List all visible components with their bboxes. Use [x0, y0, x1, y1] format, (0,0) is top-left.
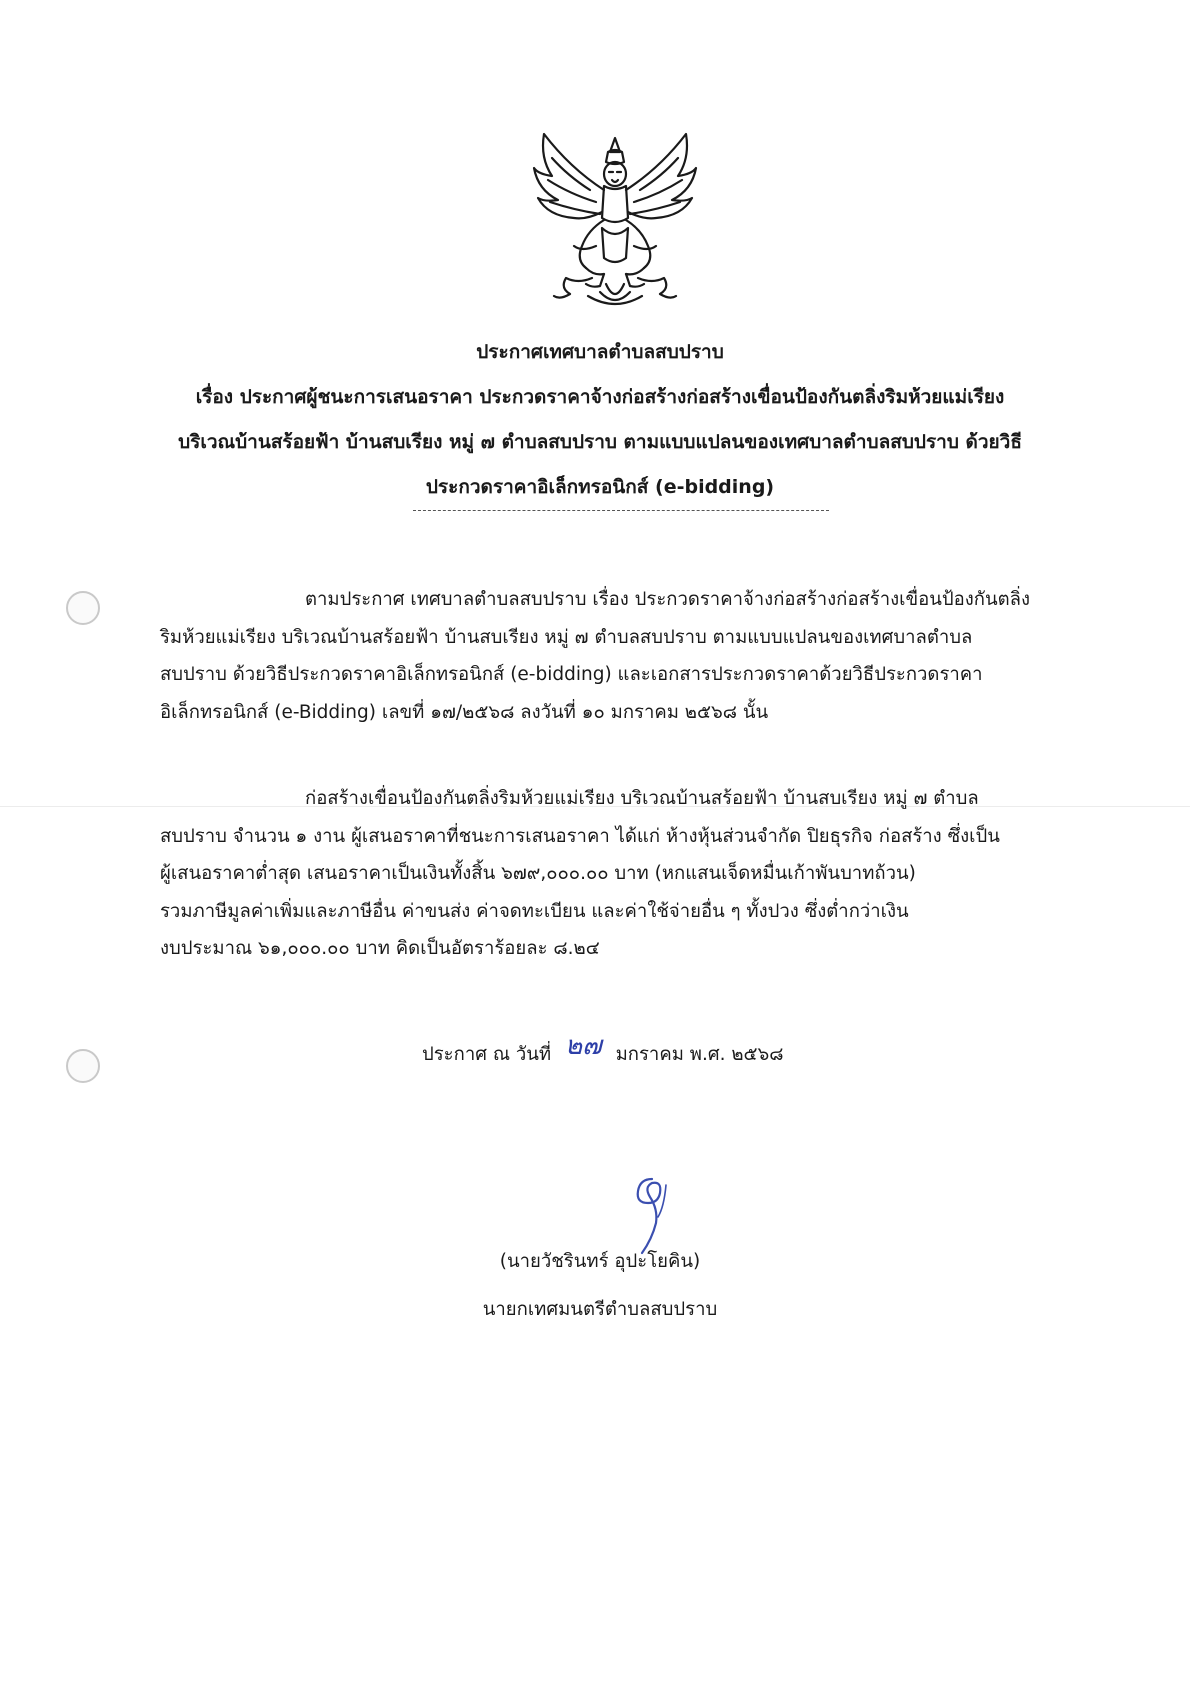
paragraph-line: สบปราบ ด้วยวิธีประกวดราคาอิเล็กทรอนิกส์ (e-bidding) และเอกสารประกวดราคาด้วยวิธีประกวดราคา — [160, 664, 983, 685]
subject-line: ประกวดราคาอิเล็กทรอนิกส์ (e-bidding) — [425, 476, 775, 498]
announcement-header — [130, 330, 1070, 510]
body-paragraph-winner — [160, 780, 1078, 968]
paragraph-line: รวมภาษีมูลค่าเพิ่มและภาษีอื่น ค่าขนส่ง ค่าจดทะเบียน และค่าใช้จ่ายอื่น ๆ ทั้งปวง ซึ่งต่ำกว่าเงิน — [160, 900, 909, 922]
paragraph-line: สบปราบ จำนวน ๑ งาน ผู้เสนอราคาที่ชนะการเสนอราคา ได้แก่ ห้างหุ้นส่วนจำกัด ปิยธุรกิจ ก่อสร้าง ซึ่งเป็น — [160, 825, 1000, 847]
subject-line: เรื่อง ประกาศผู้ชนะการเสนอราคา ประกวดราคาจ้างก่อสร้างก่อสร้างเขื่อนป้องกันตลิ่งริมห้วยแม่เรียง — [195, 386, 1005, 408]
date-suffix: มกราคม พ.ศ. ๒๕๖๘ — [615, 1044, 784, 1065]
announcement-title: ประกาศเทศบาลตำบลสบปราบ — [476, 341, 724, 363]
handwritten-day: ๒๗ — [565, 1031, 602, 1061]
paragraph-line: งบประมาณ ๖๑,๐๐๐.๐๐ บาท คิดเป็นอัตราร้อยละ ๘.๒๔ — [160, 938, 600, 959]
punch-hole — [66, 1049, 100, 1083]
paragraph-line: อิเล็กทรอนิกส์ (e-Bidding) เลขที่ ๑๗/๒๕๖๘ ลงวันที่ ๑๐ มกราคม ๒๕๖๘ นั้น — [160, 701, 769, 723]
announcement-date — [422, 1031, 784, 1072]
signature-mark-icon — [622, 1173, 678, 1255]
paragraph-line: ผู้เสนอราคาต่ำสุด เสนอราคาเป็นเงินทั้งสิ้น ๖๗๙,๐๐๐.๐๐ บาท (หกแสนเจ็ดหมื่นเก้าพันบาทถ้วน) — [160, 863, 916, 884]
paragraph-line: ริมห้วยแม่เรียง บริเวณบ้านสร้อยฟ้า บ้านสบเรียง หมู่ ๗ ตำบลสบปราบ ตามแบบแปลนของเทศบาลตำบล — [160, 626, 973, 648]
subject-line: บริเวณบ้านสร้อยฟ้า บ้านสบเรียง หมู่ ๗ ตำบลสบปราบ ตามแบบแปลนของเทศบาลตำบลสบปราบ ด้วยวิธี — [178, 431, 1022, 453]
signatory-name: (นายวัชรินทร์ อุปะโยคิน) — [499, 1251, 701, 1272]
punch-hole — [66, 591, 100, 625]
paragraph-line: ตามประกาศ เทศบาลตำบลสบปราบ เรื่อง ประกวดราคาจ้างก่อสร้างก่อสร้างเขื่อนป้องกันตลิ่ง — [305, 589, 1030, 610]
paragraph-line: ก่อสร้างเขื่อนป้องกันตลิ่งริมห้วยแม่เรียง บริเวณบ้านสร้อยฟ้า บ้านสบเรียง หมู่ ๗ ตำบล — [305, 788, 979, 809]
signatory-position: นายกเทศมนตรีตำบลสบปราบ — [482, 1299, 718, 1320]
garuda-emblem-icon — [530, 128, 700, 310]
body-paragraph-reference — [160, 581, 1078, 731]
dashed-separator — [413, 510, 829, 511]
date-prefix: ประกาศ ณ วันที่ — [422, 1044, 552, 1065]
